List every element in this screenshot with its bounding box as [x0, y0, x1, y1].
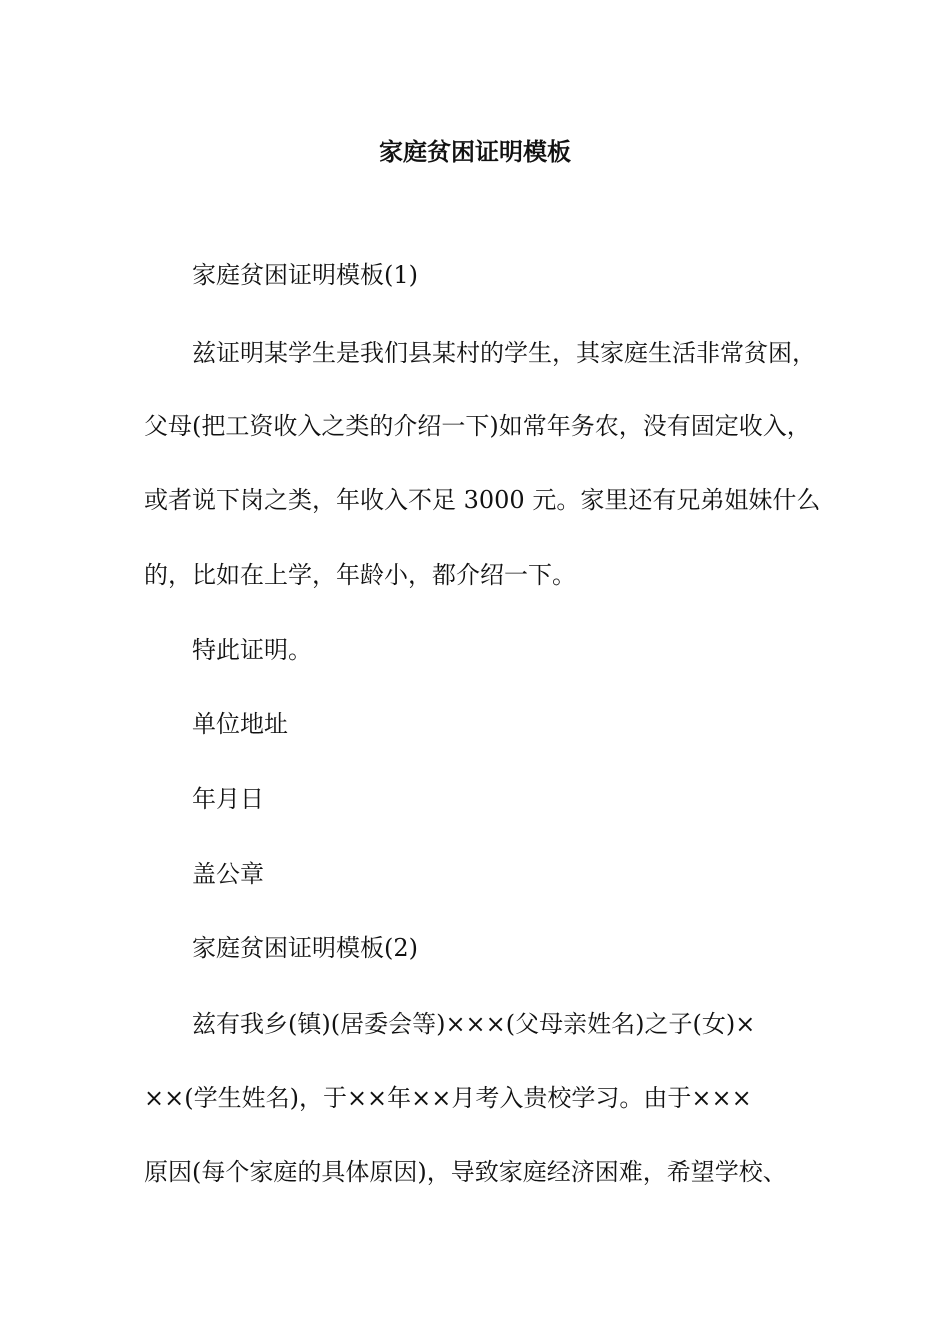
document-title: 家庭贫困证明模板: [379, 138, 571, 166]
closing-statement: 特此证明。: [192, 636, 312, 664]
seal-label: 盖公章: [192, 860, 264, 888]
paragraph-line: 的，比如在上学，年龄小，都介绍一下。: [144, 561, 576, 589]
paragraph-line: 原因(每个家庭的具体原因)，导致家庭经济困难，希望学校、: [144, 1158, 787, 1186]
date-label: 年月日: [192, 785, 264, 813]
paragraph-line: 父母(把工资收入之类的介绍一下)如常年务农，没有固定收入，: [144, 412, 811, 440]
paragraph-line: 兹有我乡(镇)(居委会等)×××(父母亲姓名)之子(女)×: [192, 1010, 756, 1038]
paragraph-line: 或者说下岗之类，年收入不足 3000 元。家里还有兄弟姐妹什么: [144, 486, 821, 514]
paragraph-line: 兹证明某学生是我们县某村的学生，其家庭生活非常贫困，: [192, 339, 816, 367]
section-heading-2: 家庭贫困证明模板(2): [192, 934, 418, 962]
section-heading-1: 家庭贫困证明模板(1): [192, 261, 418, 289]
paragraph-line: ××(学生姓名)，于××年××月考入贵校学习。由于×××: [144, 1084, 752, 1112]
unit-address-label: 单位地址: [192, 710, 288, 738]
